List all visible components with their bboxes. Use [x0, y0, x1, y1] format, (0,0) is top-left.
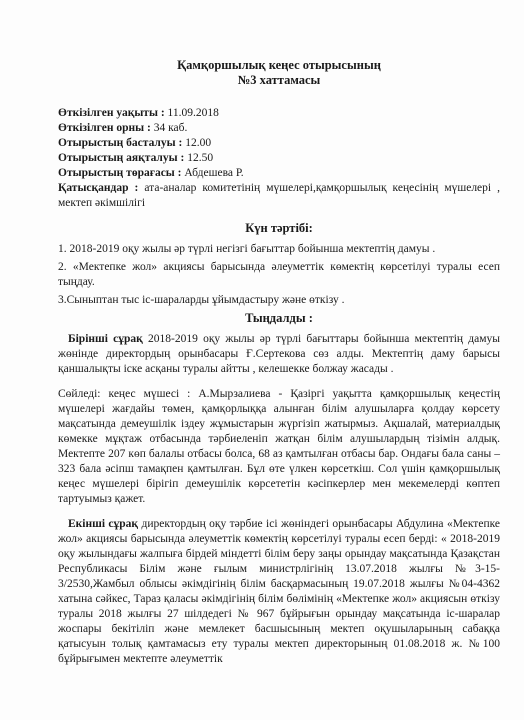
meta-date [58, 106, 500, 121]
meta-place-label: Өткізілген орны : [58, 122, 151, 134]
meta-participants-label: Қатысқандар : [58, 182, 139, 194]
meta-participants-value: ата-аналар комитетінің мүшелері,қамқоршылық кеңесінің мүшелері , мектеп әкімшілігі [58, 182, 501, 209]
agenda-list [58, 242, 500, 308]
agenda-heading: Күн тәртібі: [245, 221, 313, 235]
meta-date-value: 11.09.2018 [167, 107, 219, 119]
agenda-item-3: 3.Сыныптан тыс іс-шараларды ұйымдастыру және өткізу . [58, 294, 345, 306]
meta-chair-value: Абдешева Р. [184, 167, 244, 179]
meta-start-value: 12.00 [185, 137, 212, 149]
meta-end-label: Отырыстың аяқталуы : [58, 152, 185, 164]
question-2-label: Екінші сұрақ [68, 518, 139, 530]
meta-end [58, 151, 500, 166]
meta-participants [58, 181, 500, 211]
document-subtitle: №3 хаттамасы [237, 73, 321, 87]
agenda-item-2: 2. «Мектепке жол» акциясы барысында әлеуметтік көмектің көрсетілуі туралы есеп тыңдау. [58, 261, 500, 288]
meta-place [58, 121, 500, 136]
agenda-item-1: 1. 2018-2019 оқу жылы әр түрлі негізгі бағыттар бойынша мектептің дамуы . [58, 243, 436, 255]
meta-chair [58, 166, 500, 181]
meta-place-value: 34 каб. [153, 122, 188, 134]
question-1-text: 2018-2019 оқу жылы әр түрлі бағыттары бойынша мектептің дамуы жөнінде директордың орынбасары Ғ.Сертекова сөз алды. Мектептің даму барысы қаншалықты іске асқаны туралы айтты , келешекке болжау жасады . [58, 333, 501, 375]
question-2-text: директордың оқу тәрбие ісі жөніндегі орынбасары Абдулина «Мектепке жол» акциясы барысында әлеуметтік көмектің көрсетілуі туралы есеп берді: « 2018-2019 оқу жылындағы жалпыға бірдей міндетті білім беру заңы орындау мақсатында Қазақстан Республикасы Білім және ғылым министрлігінің 13.07.2018 жылғы №3-15-3/2530,Жамбыл облысы әкімдігінің білім басқармасының 19.07.2018 жылғы №04-4362 хатына сәйкес, Тараз қаласы әкімдігінің білім бөлімінің «Мектепке жол» акциясын өткізу туралы 2018 жылғы 27 шілдедегі № 967 бұйрығын орындау мақсатында іс-шаралар жоспары бекітіліп және мемлекет басшысының мектеп оқушыларының сабаққа қатысуын толық қамтамасыз ету туралы мектеп директорының 01.08.2018 ж. №100 бұйрығымен мектепте әлеуметтік [58, 518, 500, 665]
document-title: Қамқоршылық кеңес отырысының [177, 58, 381, 72]
meta-chair-label: Отырыстың төрағасы : [58, 167, 182, 179]
meeting-metadata [58, 106, 500, 211]
meta-start [58, 136, 500, 151]
question-2-paragraph [58, 517, 500, 667]
meta-start-label: Отырыстың басталуы : [58, 137, 183, 149]
listened-heading: Тыңдалды : [245, 311, 313, 325]
meta-end-value: 12.50 [187, 152, 214, 164]
question-1-paragraph [58, 332, 500, 377]
question-1-label: Бірінші сұрақ [68, 333, 143, 345]
speech-paragraph: Сөйледі: кеңес мүшесі : А.Мырзалиева - Қазіргі уақытта қамқоршылық кеңестің мүшелері жағдайы төмен, қамқорлыққа алынған білім алушыларға қолдау көрсету мақсатында демеушілік іздеу жұмыстарын жүргізіп жатырмыз. Ақшалай, материалдық көмекке мұқтаж отбасында тәрбиеленіп жатқан білім алушылардың тізімін алдық. Мектепте 207 көп балалы отбасы болса, 68 аз қамтылған отбасы бар. Ондағы бала саны – 323 бала əсіпш тамақпен қамтылған. Бұл өте үлкен көрсеткіш. Сол үшін қамқоршылық кеңес мүшелері бірігіп демеушілік көрсететін кәсіпкерлер мен мекемелерді көптеп тартуымыз қажет. [58, 388, 500, 505]
meta-date-label: Өткізілген уақыты : [58, 107, 165, 119]
